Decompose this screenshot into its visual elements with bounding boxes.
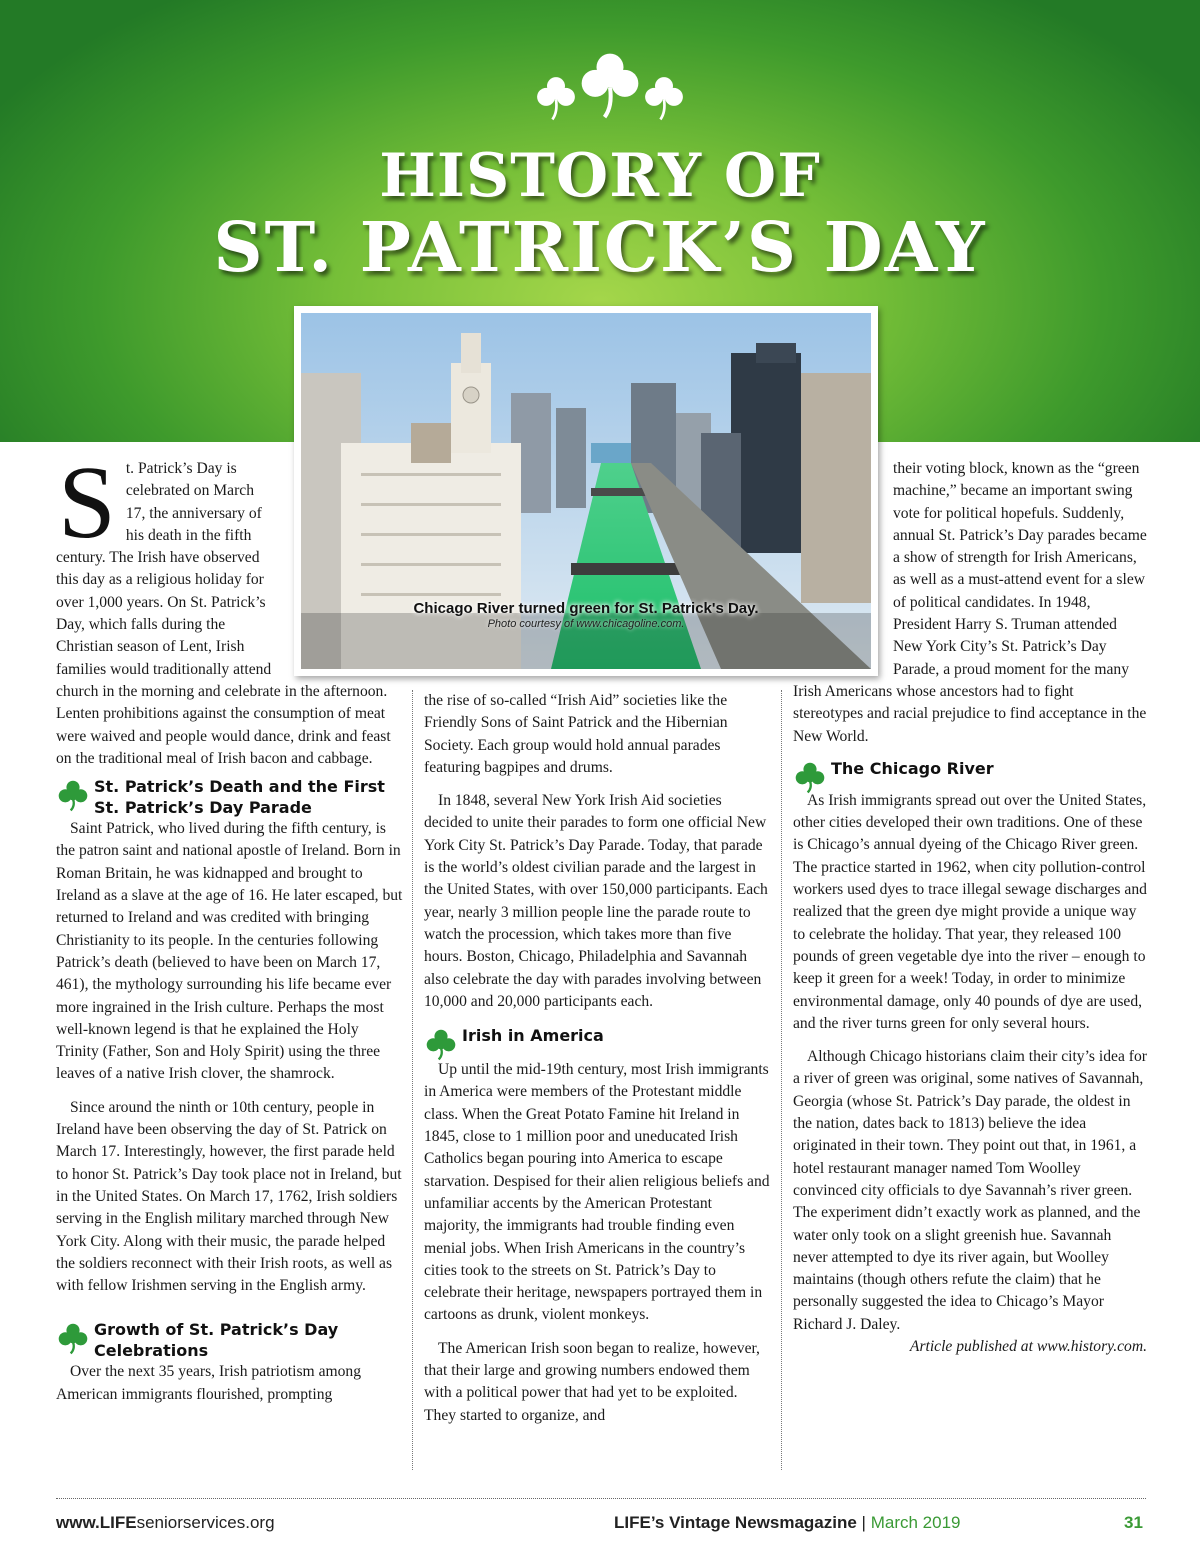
column-3 (793, 458, 1147, 1358)
column-2 (424, 690, 770, 1427)
footer-separator: | (861, 1513, 866, 1532)
title-line-2: ST. PATRICK’S DAY (213, 208, 987, 288)
column-divider-2 (781, 690, 782, 1470)
section-heading-chicago-river: The Chicago River (793, 758, 1147, 794)
section-heading-growth: Growth of St. Patrick’s Day Celebrations (56, 1319, 404, 1361)
photo-caption-text: Chicago River turned green for St. Patrick's Day. (413, 600, 759, 617)
page-number: 31 (1124, 1513, 1143, 1532)
shamrock-icon (424, 1027, 458, 1061)
section-2-paragraph-1: Over the next 35 years, Irish patriotism among American immigrants flourished, prompting (56, 1363, 362, 1403)
column-divider-1 (412, 690, 413, 1470)
column-1 (56, 445, 404, 1406)
footer-divider (56, 1498, 1146, 1499)
section-3-paragraph-3: their voting block, known as the “green machine,” became an important swing vote for political hopefuls. Suddenly, annual St. Patrick’s Day parades became a show of strength for Irish Americans, as well as a must-attend event for a slew of political candidates. In 1948, President Harry S. Truman attended New York City’s St. Patrick’s Day Parade, a proud moment for the many Irish Americans whose ancestors had to fight stereotypes and racial prejudice to find acceptance in the New World. (793, 460, 1147, 745)
shamrock-icon (56, 1321, 90, 1355)
section-heading-death-parade: St. Patrick’s Death and the First St. Patrick’s Day Parade (56, 776, 404, 818)
section-4-paragraph-1: As Irish immigrants spread out over the United States, other cities developed their own traditions. One of these is Chicago’s annual dyeing of the Chicago River green. The practice started in 1962, when city pollution-control workers used dyes to trace illegal sewage discharges and realized that the green dye might provide a unique way to celebrate the holiday. That year, they released 100 pounds of green vegetable dye into the river – enough to keep it green for a week! Today, in order to minimize environmental damage, only 40 pounds of dye are used, and the river turns green for only several hours. (793, 791, 1147, 1032)
section-1-paragraph-2: Since around the ninth or 10th century, people in Ireland have been observing the day of St. Patrick on March 17. Interestingly, however, the first parade held to honor St. Patrick’s Day took place not in Ireland, but in the United States. On March 17, 1762, Irish soldiers serving in the English military marched through New York City. Along with their music, the parade helped the soldiers reconnect with their Irish roots, as well as with fellow Irishmen serving in the English army. (56, 1098, 402, 1295)
section-4-paragraph-2: Although Chicago historians claim their city’s idea for a river of green was original, some natives of Savannah, Georgia (whose St. Patrick’s Day parade, the oldest in the nation, dates back to 1813) believe the idea originated in their town. They point out that, in 1961, a hotel restaurant manager named Tom Woolley convinced city officials to dye Savannah’s river green. The experiment didn’t exactly work as planned, and the water only took on a slight greenish hue. Savannah never attempted to dye its river again, but Woolley maintains (though others refute the claim) that he personally suggested the idea to Chicago’s Mayor Richard J. Daley. (793, 1048, 1147, 1333)
section-3-paragraph-2: The American Irish soon began to realize, however, that their large and growing numbers endowed them with a political power that had yet to be exploited. They started to organize, and (424, 1339, 760, 1424)
section-2-paragraph-2: the rise of so-called “Irish Aid” societies like the Friendly Sons of Saint Patrick and the Hibernian Society. Each group would hold annual parades featuring bagpipes and drums. (424, 692, 728, 776)
footer-website[interactable]: www.LIFEseniorservices.org (56, 1513, 275, 1532)
footer-publication (614, 1512, 960, 1534)
photo-wrap-spacer-right (793, 458, 893, 680)
photo-wrap-spacer (274, 458, 404, 676)
photo-credit: Photo courtesy of www.chicagoline.com. (487, 618, 685, 630)
article-credit: Article published at www.history.com. (909, 1337, 1147, 1355)
section-2-paragraph-3: In 1848, several New York Irish Aid societies decided to unite their parades to form one official New York City St. Patrick’s Day Parade. Today, that parade is the world’s oldest civilian parade and the largest in the United States, with over 150,000 participants. Each year, nearly 3 million people line the parade route to watch the procession, which takes more than five hours. Boston, Chicago, Philadelphia and Savannah also celebrate the day with parades involving between 10,000 and 20,000 participants each. (424, 792, 768, 1010)
title-line-1: HISTORY OF (379, 141, 821, 211)
shamrock-cluster-icon (530, 48, 690, 138)
section-3-paragraph-1: Up until the mid-19th century, most Irish immigrants in America were members of the Protestant middle class. When the Great Potato Famine hit Ireland in 1845, close to 1 million poor and uneducated Irish Catholics began pouring into America to escape starvation. Despised for their alien religious beliefs and unfamiliar accents by the American Protestant majority, the immigrants had trouble finding even menial jobs. When Irish Americans in the country’s cities took to the streets on St. Patrick’s Day to celebrate their heritage, newspapers portrayed them in cartoons as drunk, violent monkeys. (424, 1061, 770, 1324)
section-1-paragraph-1: Saint Patrick, who lived during the fifth century, is the patron saint and national apostle of Ireland. Born in Roman Britain, he was kidnapped and brought to Ireland as a slave at the age of 16. He later escaped, but returned to Ireland and was credited with bringing Christianity to its people. In the centuries following Patrick’s death (believed to have been on March 17, 461), the mythology surrounding his life became ever more ingrained in the Irish culture. Perhaps the most well-known legend is that he explained the Holy Trinity (Father, Son and Holy Spirit) using the three leaves of a native Irish clover, the shamrock. (56, 820, 403, 1083)
drop-cap: S (58, 445, 116, 560)
page-title (0, 140, 1200, 288)
issue-date: March 2019 (870, 1513, 961, 1532)
intro-paragraph: St. Patrick’s Day is celebrated on March 17, the anniversary of his death in the fifth century. The Irish have observed this day as a religious holiday for over 1,000 years. On St. Patrick’s Day, which falls during the Christian season of Lent, Irish families would traditionally attend church in the morning and celebrate in the afternoon. Lenten prohibitions against the consumption of meat were waived and people would dance, drink and feast on the traditional meal of Irish bacon and cabbage. (56, 445, 391, 767)
shamrock-icon (56, 778, 90, 812)
section-heading-irish-america: Irish in America (424, 1025, 770, 1061)
magazine-name: LIFE’s Vintage Newsmagazine (614, 1513, 857, 1532)
shamrock-icon (793, 760, 827, 794)
